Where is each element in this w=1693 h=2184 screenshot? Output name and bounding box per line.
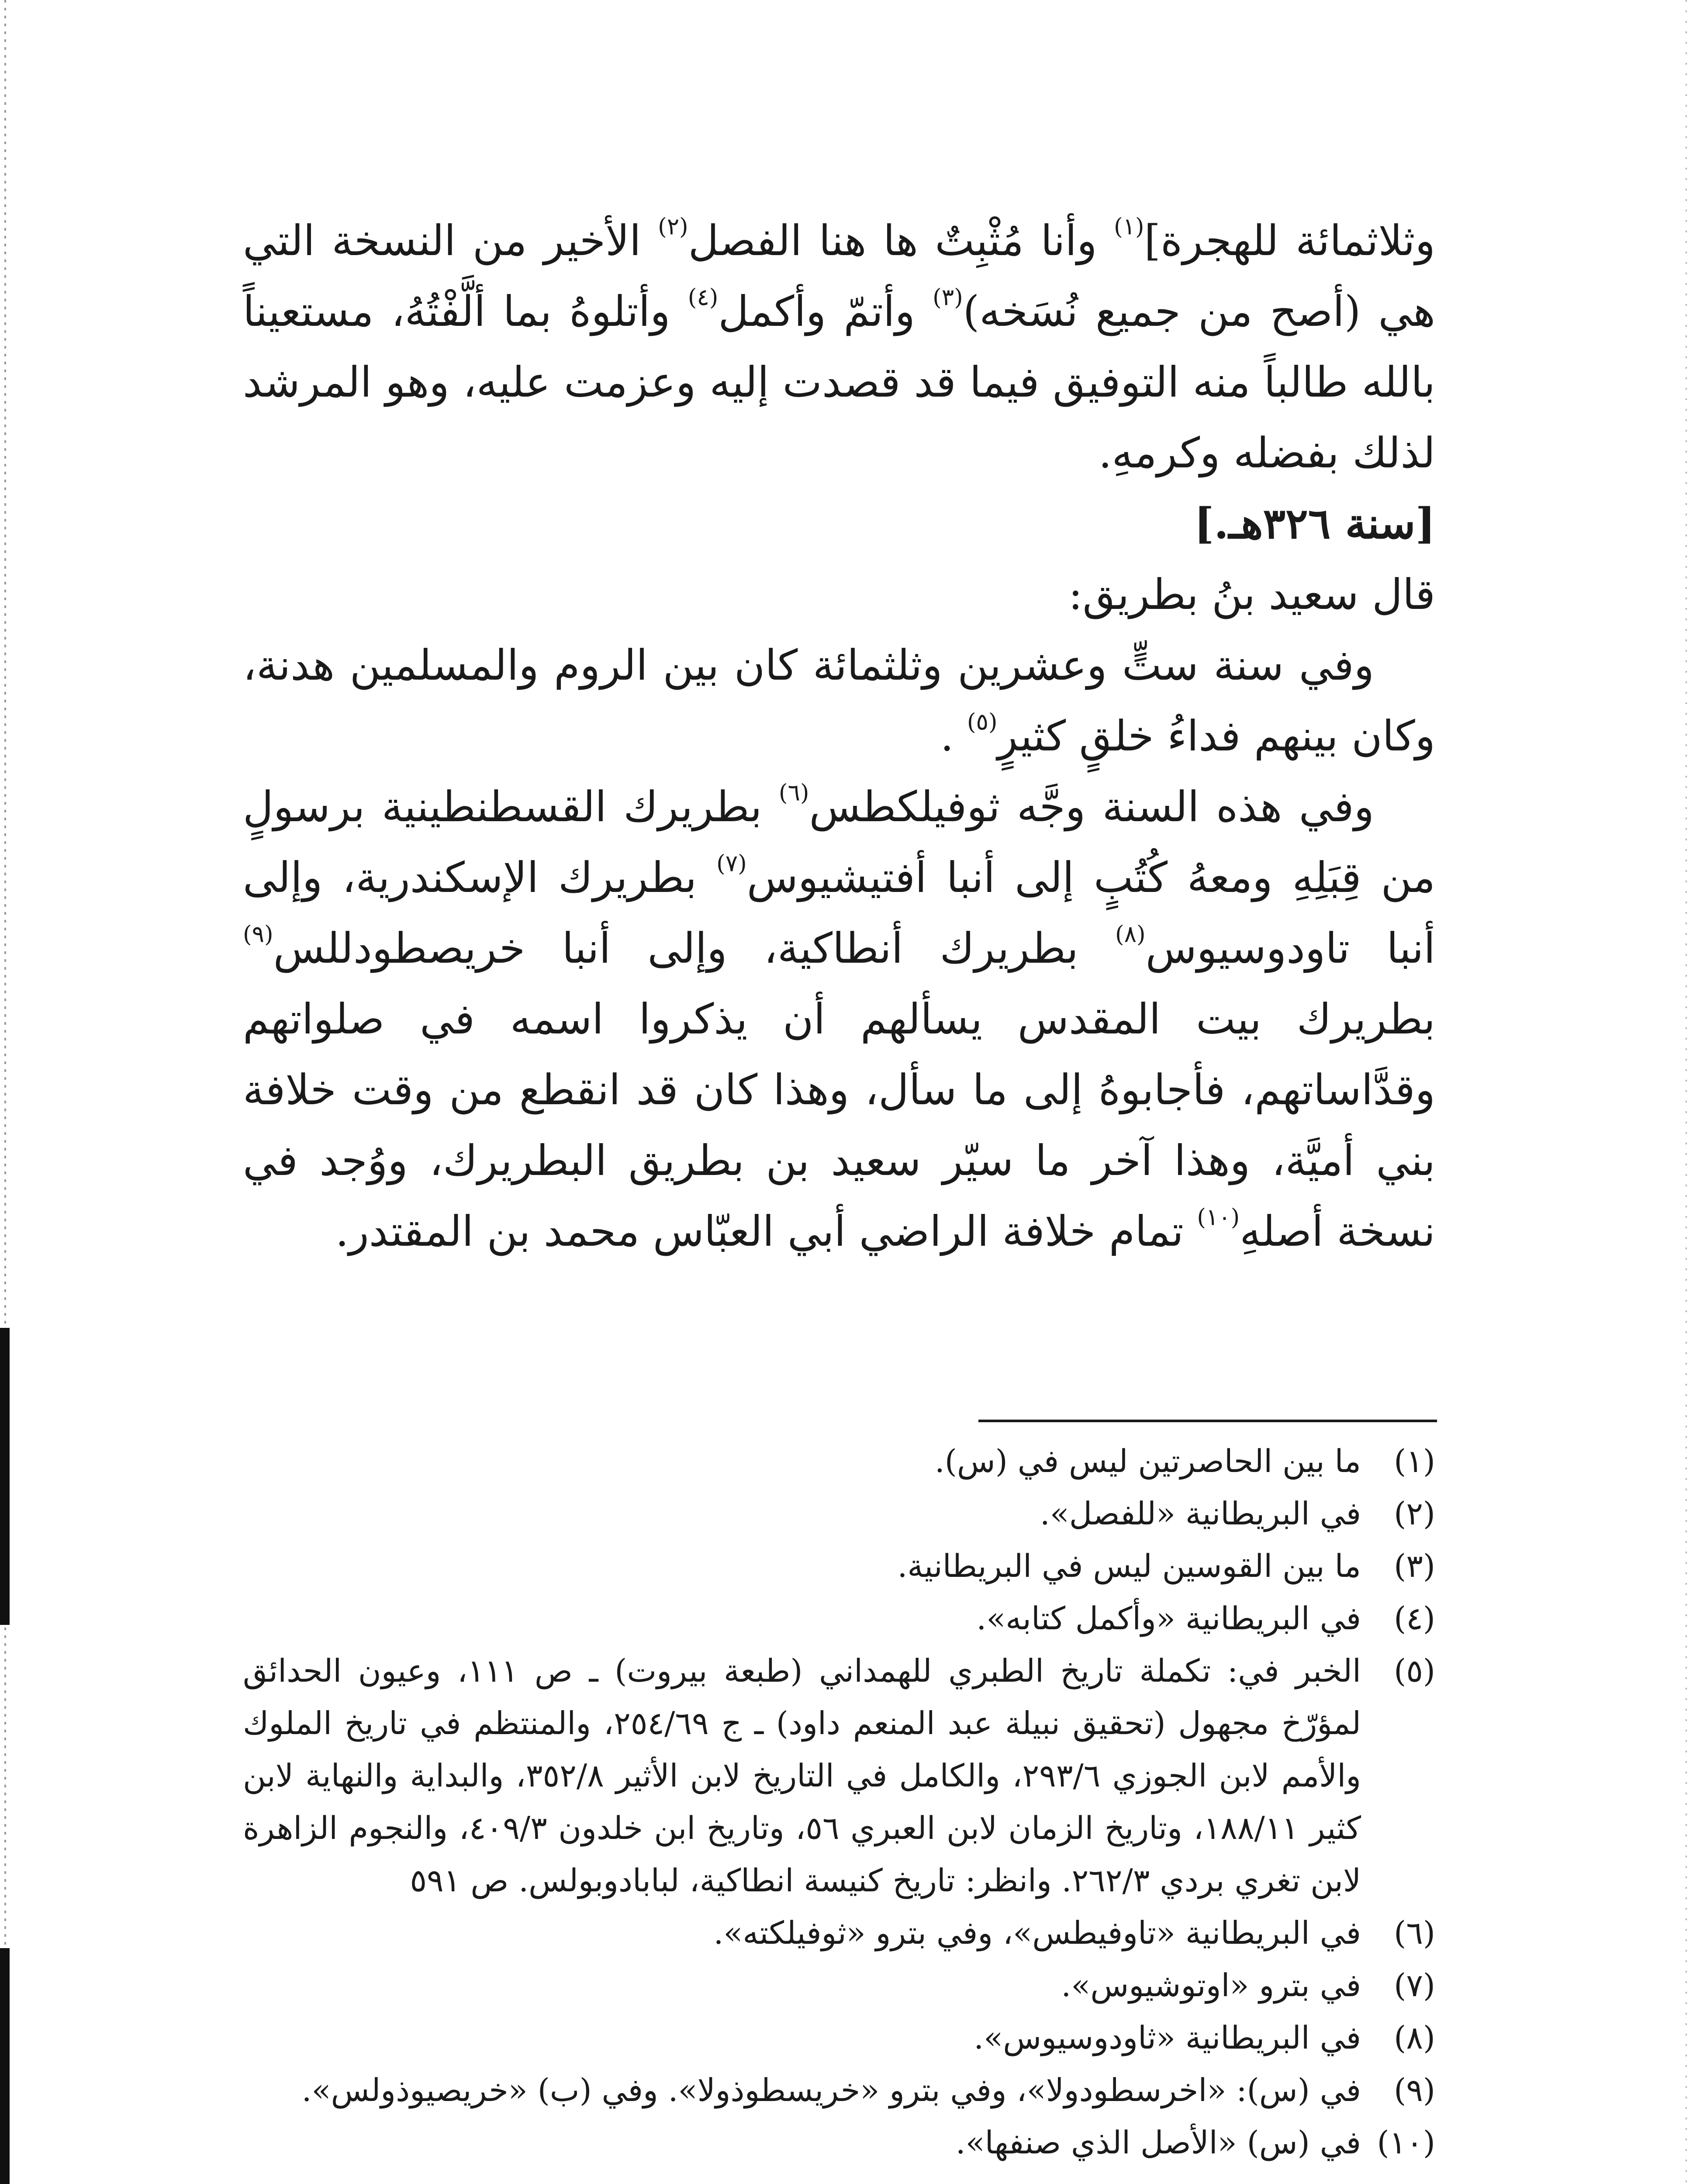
- footnote-text: في (س): «اخرسطودولا»، وفي بترو «خريسطوذولا». وفي (ب) «خريصيوذولس».: [301, 2072, 1361, 2108]
- text-run: الأخير من النسخة التي هي (أصح من جميع نُسَخه): [243, 216, 1436, 336]
- footnote-item: [243, 2011, 1435, 2064]
- footnote-number: (٥): [1394, 1652, 1435, 1689]
- footnote-ref[interactable]: (٣): [933, 284, 963, 311]
- footnote-ref[interactable]: (١): [1113, 213, 1144, 240]
- footnote-number: (٦): [1394, 1914, 1435, 1951]
- text-run: وفي هذه السنة وجَّه ثوفيلكطس: [809, 782, 1375, 831]
- footnote-number: (٣): [1394, 1548, 1435, 1584]
- footnote-ref[interactable]: (٩): [243, 921, 273, 948]
- text-run: بطريرك أنطاكية، وإلى أنبا خريصطودللس: [273, 924, 1115, 973]
- footnote-ref[interactable]: (٧): [716, 850, 747, 877]
- text-run: بطريرك القسطنطينية برسولٍ من قِبَلِهِ ومعهُ كُتُبٍ إلى أنبا أفتيشيوس: [243, 782, 1436, 902]
- footnote-number: (٤): [1394, 1600, 1435, 1637]
- scan-edge-dotted-right: [1686, 0, 1687, 2184]
- footnote-text: في البريطانية «تاوفيطس»، وفي بترو «ثوفيلكته».: [713, 1914, 1361, 1951]
- footnote-text: في البريطانية «ثاودوسيوس».: [974, 2019, 1361, 2056]
- text-run: بطريرك الإسكندرية، وإلى أنبا تاودوسيوس: [243, 853, 1436, 973]
- footnote-number: (٩): [1394, 2072, 1435, 2108]
- footnote-item: [243, 1435, 1435, 1487]
- paragraph-attribution: قال سعيد بنُ بطريق:: [1068, 570, 1435, 619]
- footnote-text: في بترو «اوتوشيوس».: [1061, 1967, 1361, 2004]
- main-text: [243, 205, 1435, 1267]
- footnote-text: في البريطانية «وأكمل كتابه».: [976, 1600, 1361, 1637]
- footnote-number: (٨): [1394, 2019, 1435, 2056]
- text-run: وأتلوهُ بما ألَّفْتُهُ، مستعيناً بالله طالباً منه التوفيق فيما قد قصدت إليه وعزمت عليه، وهو المرشد لذلك بفضله وكرمهِ.: [243, 287, 1436, 477]
- footnote-number: (٧): [1394, 1967, 1435, 2004]
- footnote-ref[interactable]: (٦): [778, 779, 809, 806]
- footnote-number: (١): [1394, 1443, 1435, 1479]
- footnote-ref[interactable]: (٢): [658, 213, 688, 240]
- paragraph-opening: [243, 205, 1435, 488]
- footnote-item: [243, 1907, 1435, 1959]
- text-run: وأتمّ وأكمل: [718, 287, 933, 336]
- footnote-ref[interactable]: (٥): [967, 708, 998, 736]
- footnote-text: ما بين القوسين ليس في البريطانية.: [897, 1548, 1361, 1584]
- footnote-item: [243, 1540, 1435, 1592]
- footnote-text: ما بين الحاصرتين ليس في (س).: [934, 1443, 1361, 1479]
- footnote-ref[interactable]: (١٠): [1197, 1204, 1240, 1231]
- scan-edge-bar-lower: [0, 1948, 10, 2184]
- text-run: بطريرك بيت المقدس يسألهم أن يذكروا اسمه في صلواتهم وقدَّاساتهم، فأجابوهُ إلى ما سأل، وهذا كان قد انقطع من وقت خلافة بني أميَّة، وهذا آخر ما سيّر سعيد بن بطريق البطريرك، ووُجد في نسخة أصلهِ: [243, 995, 1435, 1256]
- section-heading: [سنة ٣٢٦هـ.]: [1194, 499, 1435, 548]
- text-run: وأنا مُثْبِتٌ ها هنا الفصل: [688, 216, 1114, 265]
- footnote-number: (١٠): [1377, 2124, 1435, 2161]
- footnote-number: (٢): [1394, 1495, 1435, 1532]
- footnote-item: [243, 1592, 1435, 1645]
- footnote-text: في البريطانية «للفصل».: [1040, 1495, 1361, 1532]
- text-run: وثلاثمائة للهجرة]: [1144, 216, 1435, 265]
- footnote-item: [243, 1959, 1435, 2011]
- scan-edge-dotted-left: [4, 0, 6, 2184]
- footnote-text: في (س) «الأصل الذي صنفها».: [955, 2124, 1361, 2161]
- footnote-item: [243, 2064, 1435, 2116]
- footnote-item: [243, 1487, 1435, 1540]
- paragraph-patriarch: [243, 771, 1435, 1267]
- footnote-ref[interactable]: (٤): [688, 284, 719, 311]
- footnote-item: [243, 1645, 1435, 1907]
- text-run: وفي سنة ستٍّ وعشرين وثلثمائة كان بين الروم والمسلمين هدنة، وكان بينهم فداءُ خلقٍ كثيرٍ: [243, 641, 1435, 760]
- text-run: .: [940, 712, 967, 760]
- footnotes-list: [243, 1435, 1435, 2169]
- text-run: تمام خلافة الراضي أبي العبّاس محمد بن المقتدر.: [335, 1207, 1197, 1256]
- footnote-separator: [978, 1420, 1437, 1422]
- paragraph-truce: [243, 630, 1435, 771]
- footnote-ref[interactable]: (٨): [1115, 921, 1146, 948]
- footnote-item: [243, 2116, 1435, 2169]
- scan-edge-bar-upper: [0, 1328, 10, 1625]
- footnote-text: الخبر في: تكملة تاريخ الطبري للهمداني (طبعة بيروت) ـ ص ١١١، وعيون الحدائق لمؤرّخ مجهول (تحقيق نبيلة عبد المنعم داود) ـ ج ٢٥٤/٦٩، والمنتظم في تاريخ الملوك والأمم لابن الجوزي ٢٩٣/٦، والكامل في التاريخ لابن الأثير ٣٥٢/٨، والبداية والنهاية لابن كثير ١٨٨/١١، وتاريخ الزمان لابن العبري ٥٦، وتاريخ ابن خلدون ٤٠٩/٣، والنجوم الزاهرة لابن تغري بردي ٢٦٢/٣. وانظر: تاريخ كنيسة انطاكية، لبابادوبولس. ص ٥٩١: [243, 1652, 1361, 1899]
